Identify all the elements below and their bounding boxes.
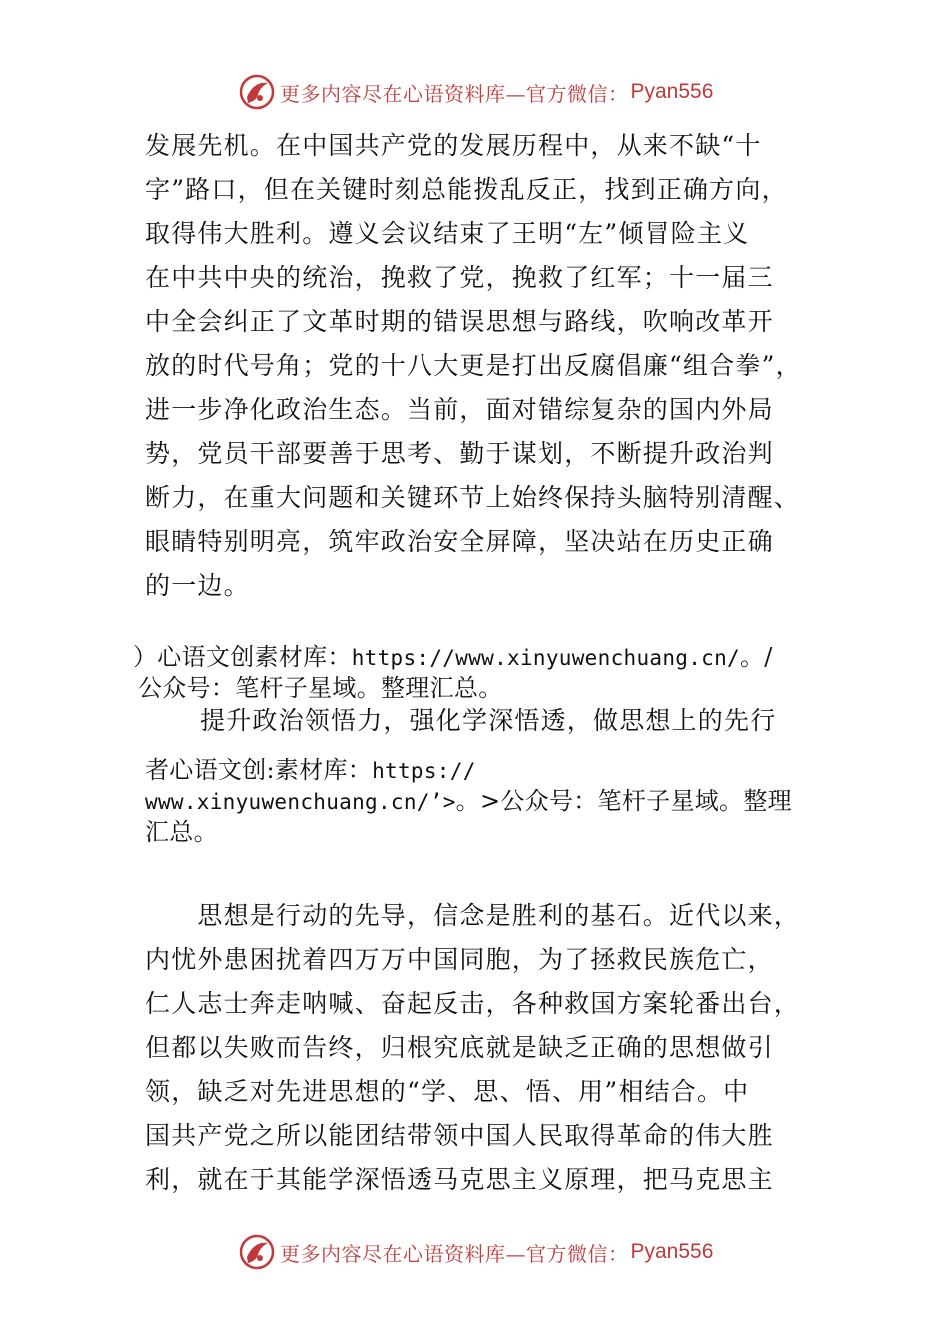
text-line: 的一边。 <box>145 571 250 600</box>
text-line: 字”路口，但在关键时刻总能拨乱反正，找到正确方向， <box>145 175 788 204</box>
text-line: 在中共中央的统治，挽救了党，挽救了红军；十一届三 <box>145 263 774 292</box>
source-url-link[interactable]: www.xinyuwenchuang.cn/’> <box>145 790 456 814</box>
text-line: 国共产党之所以能团结带领中国人民取得革命的伟大胜 <box>145 1121 774 1150</box>
text-line: 仁人志士奔走呐喊、奋起反击，各种救国方案轮番出台， <box>145 989 801 1018</box>
source-note-2-line-3: 汇总。 <box>145 818 218 846</box>
source-note-2-line-2 <box>145 781 792 816</box>
banner-wechat-id: Pyan556 <box>630 1240 714 1263</box>
text-line: 放的时代号角；党的十八大更是打出反腐倡廉“组合拳”， <box>145 351 802 380</box>
banner-wechat-id: Pyan556 <box>630 80 714 103</box>
text-line: 进一步净化政治生态。当前，面对错综复杂的国内外局 <box>145 395 774 424</box>
source-note-2-line-1 <box>145 750 476 785</box>
text-line: 但都以失败而告终，归根究底就是缺乏正确的思想做引 <box>145 1033 774 1062</box>
text-line: 发展先机。在中国共产党的发展历程中，从来不缺“十 <box>145 131 762 160</box>
paragraph-2 <box>145 894 810 1202</box>
source-note-1-line-1 <box>133 637 773 672</box>
banner-text: 更多内容尽在心语资料库—官方微信： <box>280 81 629 106</box>
footer-banner <box>238 1232 758 1272</box>
text-line: 势，党员干部要善于思考、勤于谋划，不断提升政治判 <box>145 439 774 468</box>
header-banner <box>238 72 758 112</box>
paragraph-1 <box>145 124 810 608</box>
text-line: 取得伟大胜利。遵义会议结束了王明“左”倾冒险主义 <box>145 219 750 248</box>
text-line: 内忧外患困扰着四万万中国同胞，为了拯救民族危亡， <box>145 945 774 974</box>
source-suffix: 。>公众号：笔杆子星域。整理 <box>455 787 792 815</box>
source-note-1-line-2: 公众号：笔杆子星域。整理汇总。 <box>138 674 503 702</box>
source-label: 者心语文创:素材库： <box>145 756 373 784</box>
source-url-link[interactable]: https:// <box>372 759 476 783</box>
section-heading: 提升政治领悟力，强化学深悟透，做思想上的先行 <box>200 706 777 735</box>
brand-logo-icon <box>238 1233 276 1271</box>
text-line: 断力，在重大问题和关键环节上始终保持头脑特别清醒、 <box>145 483 801 512</box>
text-line: 利，就在于其能学深悟透马克思主义原理，把马克思主 <box>145 1165 774 1194</box>
source-suffix: 。/ <box>740 643 773 671</box>
text-line: 中全会纠正了文革时期的错误思想与路线，吹响改革开 <box>145 307 774 336</box>
banner-text: 更多内容尽在心语资料库—官方微信： <box>280 1241 629 1266</box>
brand-logo-icon <box>238 73 276 111</box>
text-line: 领，缺乏对先进思想的“学、思、悟、用”相结合。中 <box>145 1077 750 1106</box>
text-line: 思想是行动的先导，信念是胜利的基石。近代以来， <box>145 901 801 930</box>
source-label: ）心语文创素材库： <box>133 643 352 671</box>
text-line: 眼睛特别明亮，筑牢政治安全屏障，坚决站在历史正确 <box>145 527 774 556</box>
source-url-link[interactable]: https://www.xinyuwenchuang.cn/ <box>351 646 740 670</box>
